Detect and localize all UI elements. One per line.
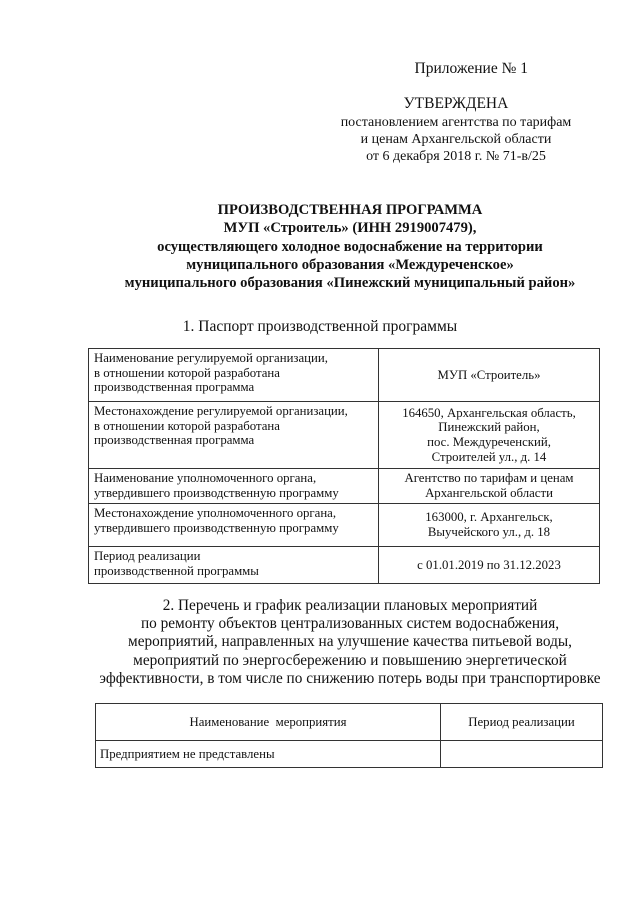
- measures-header-row: [96, 704, 603, 741]
- measures-cell-name: Предприятием не представлены: [96, 741, 441, 768]
- measures-table: [95, 703, 603, 768]
- approval-line: от 6 декабря 2018 г. № 71-в/25: [366, 149, 546, 164]
- title-line: МУП «Строитель» (ИНН 2919007479),: [223, 220, 477, 237]
- approval-block: [330, 94, 582, 165]
- passport-label: Период реализации производственной программы: [89, 547, 379, 584]
- section2-heading: [70, 597, 630, 688]
- passport-table: [88, 348, 600, 584]
- title-line: муниципального образования «Пинежский муниципальный район»: [124, 275, 576, 292]
- title-line: муниципального образования «Междуреченское»: [186, 256, 514, 273]
- passport-label: Наименование регулируемой организации, в отношении которой разработана производственная программа: [89, 349, 379, 402]
- passport-row: [89, 547, 600, 584]
- title-line: осуществляющего холодное водоснабжение на территории: [157, 238, 543, 255]
- passport-value: Агентство по тарифам и ценам Архангельской области: [379, 469, 600, 504]
- approval-head: УТВЕРЖДЕНА: [403, 95, 509, 112]
- measures-header-period: Период реализации: [441, 704, 603, 741]
- appendix-number: Приложение № 1: [414, 60, 528, 77]
- passport-value: МУП «Строитель»: [379, 349, 600, 402]
- passport-label: Местонахождение регулируемой организации, в отношении которой разработана производственная программа: [89, 402, 379, 469]
- passport-row: [89, 402, 600, 469]
- passport-label: Наименование уполномоченного органа, утвердившего производственную программу: [89, 469, 379, 504]
- passport-row: [89, 469, 600, 504]
- passport-label: Местонахождение уполномоченного органа, утвердившего производственную программу: [89, 504, 379, 547]
- approval-line: постановлением агентства по тарифам: [340, 115, 572, 130]
- title-line: ПРОИЗВОДСТВЕННАЯ ПРОГРАММА: [217, 202, 483, 218]
- section1-heading: 1. Паспорт производственной программы: [182, 318, 458, 335]
- section2-line: 2. Перечень и график реализации плановых мероприятий: [162, 597, 538, 614]
- section2-line: эффективности, в том числе по снижению потерь воды при транспортировке: [99, 669, 601, 687]
- passport-value: 164650, Архангельская область, Пинежский район, пос. Междуреченский, Строителей ул., д. 14: [379, 402, 600, 469]
- passport-value: 163000, г. Архангельск, Выучейского ул., д. 18: [379, 504, 600, 547]
- section2-line: мероприятий по энергосбережению и повышению энергетической: [133, 651, 567, 669]
- measures-cell-period: [441, 741, 603, 768]
- measures-row: [96, 741, 603, 768]
- measures-header-name: Наименование мероприятия: [96, 704, 441, 741]
- passport-row: [89, 349, 600, 402]
- passport-row: [89, 504, 600, 547]
- approval-line: и ценам Архангельской области: [360, 132, 552, 147]
- section2-line: мероприятий, направленных на улучшение качества питьевой воды,: [128, 633, 572, 651]
- section2-line: по ремонту объектов централизованных систем водоснабжения,: [140, 615, 560, 633]
- program-title: [60, 201, 640, 292]
- passport-value: с 01.01.2019 по 31.12.2023: [379, 547, 600, 584]
